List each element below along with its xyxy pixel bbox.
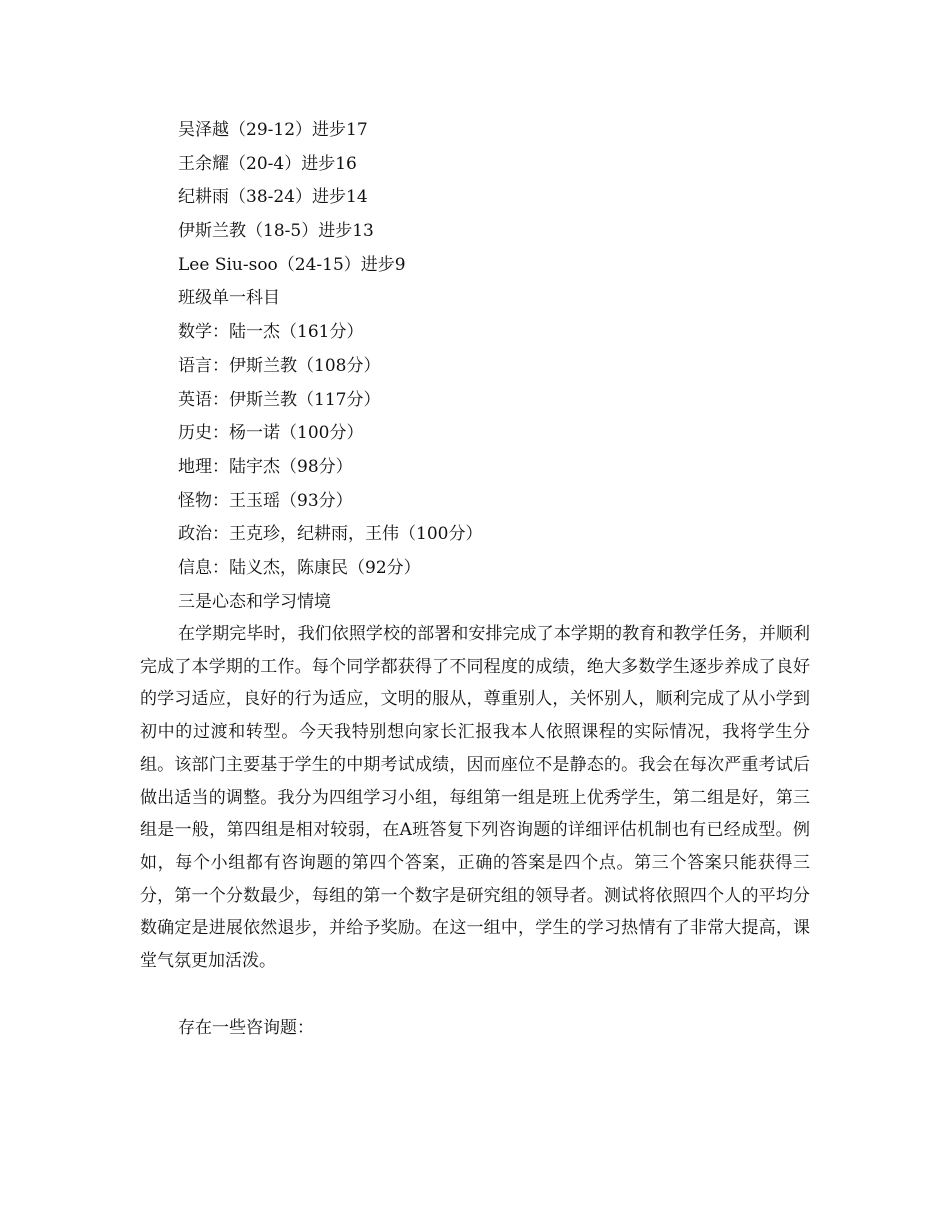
list-item: 地理：陆宇杰（98分） bbox=[178, 456, 353, 477]
section-heading: 班级单一科目 bbox=[178, 288, 280, 309]
list-item: 政治：王克珍，纪耕雨，王伟（100分） bbox=[178, 524, 483, 545]
list-item: 纪耕雨（38-24）进步14 bbox=[178, 187, 368, 208]
list-item: Lee Siu-soo（24-15）进步9 bbox=[178, 254, 406, 275]
list-item: 信息：陆义杰，陈康民（92分） bbox=[178, 557, 421, 578]
list-item: 伊斯兰教（18-5）进步13 bbox=[178, 221, 374, 242]
list-item: 怪物：王玉瑶（93分） bbox=[178, 490, 353, 511]
section-heading: 三是心态和学习情境 bbox=[178, 591, 331, 612]
list-item: 语言：伊斯兰教（108分） bbox=[178, 355, 381, 376]
closing-line: 存在一些咨询题： bbox=[178, 1018, 314, 1038]
list-item: 英语：伊斯兰教（117分） bbox=[178, 389, 381, 410]
list-item: 历史：杨一诺（100分） bbox=[178, 423, 364, 444]
list-item: 王余耀（20-4）进步16 bbox=[178, 153, 357, 174]
list-item: 吴泽越（29-12）进步17 bbox=[178, 120, 368, 140]
list-item: 数学：陆一杰（161分） bbox=[178, 322, 364, 343]
body-paragraph: 在学期完毕时，我们依照学校的部署和安排完成了本学期的教育和教学任务，并顺利完成了本学期的工作。每个同学都获得了不同程度的成绩，绝大多数学生逐步养成了良好的学习适应，良好的行为适应，文明的服从，尊重别人，关怀别人，顺利完成了从小学到初中的过渡和转型。今天我特别想向家长汇报我本人依照课程的实际情况，我将学生分组。该部门主要基于学生的中期考试成绩，因而座位不是静态的。我会在每次严重考试后做出适当的调整。我分为四组学习小组，每组第一组是班上优秀学生，第二组是好，第三组是一般，第四组是相对较弱，在A班答复下列咨询题的详细评估机制也有已经成型。例如，每个小组都有咨询题的第四个答案，正确的答案是四个点。第三个答案只能获得三分，第一个分数最少，每组的第一个数字是研究组的领导者。测试将依照四个人的平均分数确定是进展依然退步，并给予奖励。在这一组中，学生的学习热情有了非常大提高，课堂气氛更加活泼。 bbox=[140, 624, 810, 972]
score-list bbox=[178, 118, 818, 623]
